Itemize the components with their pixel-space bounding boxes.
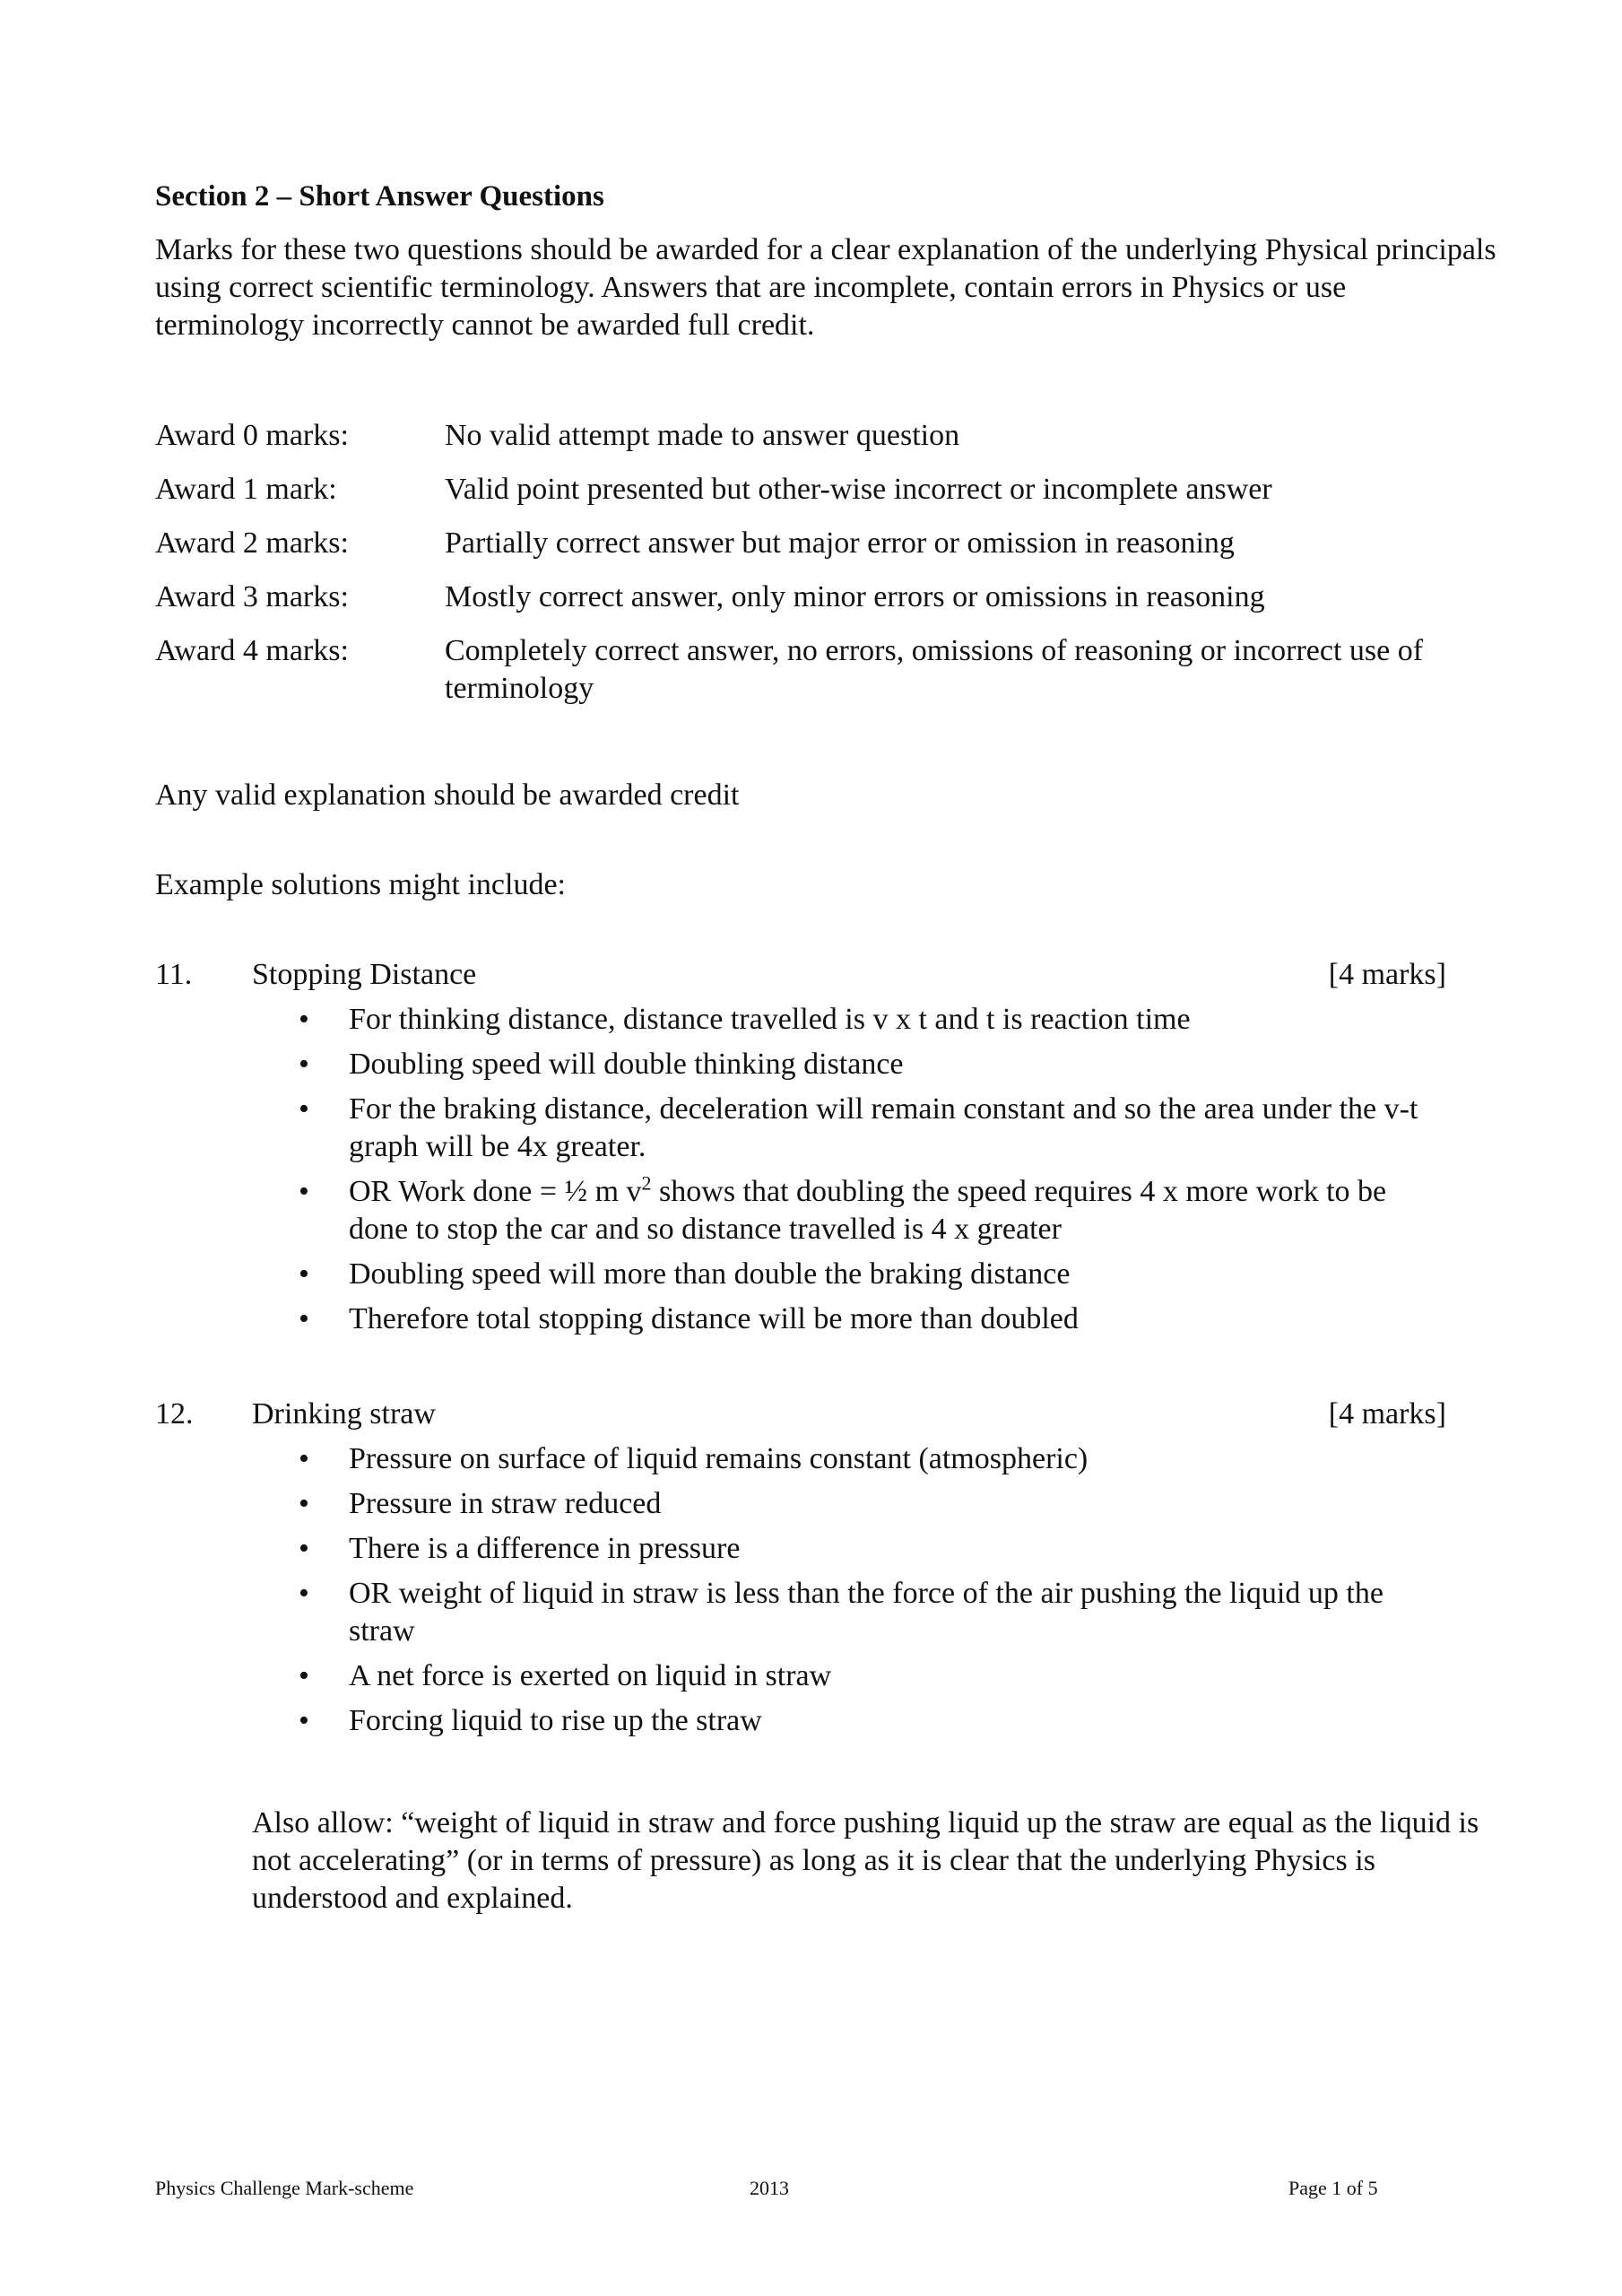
answer-point: • For the braking distance, deceleration will remain constant and so the area under the v-t graph will be 4x greater. — [299, 1092, 1418, 1163]
rubric-label: Award 2 marks: — [155, 526, 349, 560]
answer-point: • For thinking distance, distance travelled is v x t and t is reaction time — [349, 1001, 1446, 1039]
bullet-icon: • — [299, 1659, 309, 1692]
bullet-icon: • — [299, 1704, 309, 1737]
answer-point: • Forcing liquid to rise up the straw — [349, 1702, 1446, 1740]
rubric-label: Award 0 marks: — [155, 419, 349, 452]
question-title: Drinking straw — [252, 1397, 436, 1431]
bullet-icon: • — [299, 1442, 309, 1475]
question-header — [155, 1396, 1446, 1433]
footer-page-number: Page 1 of 5 — [1288, 2177, 1378, 2199]
bullet-icon: • — [299, 1175, 309, 1208]
answer-point: • Doubling speed will more than double the braking distance — [349, 1256, 1446, 1293]
bullet-icon: • — [299, 1257, 309, 1291]
rubric-row — [155, 525, 1500, 562]
answer-point: • There is a difference in pressure — [349, 1530, 1446, 1568]
footer-title: Physics Challenge Mark-scheme — [155, 2177, 414, 2199]
question-marks: [4 marks] — [1328, 1397, 1446, 1431]
bullet-icon: • — [299, 1577, 309, 1610]
marking-rubric — [155, 417, 1500, 724]
bullet-icon: • — [299, 1092, 309, 1126]
rubric-row — [155, 417, 1500, 455]
answer-point: • OR weight of liquid in straw is less than the force of the air pushing the liquid up the straw — [299, 1577, 1383, 1648]
question-number: 12. — [155, 1397, 194, 1431]
section-title: Section 2 – Short Answer Questions — [155, 180, 604, 213]
answer-point: • Doubling speed will double thinking distance — [349, 1046, 1446, 1083]
rubric-row — [155, 578, 1500, 616]
superscript: 2 — [641, 1171, 652, 1195]
question-header — [155, 956, 1446, 994]
answer-point: • Pressure in straw reduced — [349, 1485, 1446, 1523]
rubric-label: Award 3 marks: — [155, 580, 349, 613]
footer-year: 2013 — [750, 2177, 789, 2199]
also-allow-note: Also allow: “weight of liquid in straw and force pushing liquid up the straw are equal as the liquid is not accelerating” (or in terms of pressure) as long as it is clear that the underlying Physics is understood and explained. — [252, 1806, 1479, 1915]
rubric-description: No valid attempt made to answer question — [445, 419, 960, 452]
rubric-description: Mostly correct answer, only minor errors or omissions in reasoning — [445, 580, 1265, 613]
question-11 — [155, 956, 1446, 1345]
examples-intro: Example solutions might include: — [155, 868, 567, 901]
answer-point: • Therefore total stopping distance will be more than doubled — [349, 1300, 1446, 1338]
rubric-description: Valid point presented but other-wise incorrect or incomplete answer — [445, 473, 1272, 506]
bullet-icon: • — [299, 1003, 309, 1036]
rubric-description: Partially correct answer but major error or omission in reasoning — [445, 526, 1235, 560]
answer-point: • Pressure on surface of liquid remains constant (atmospheric) — [349, 1440, 1446, 1478]
question-number: 11. — [155, 958, 193, 991]
rubric-label: Award 1 mark: — [155, 473, 337, 506]
bullet-icon: • — [299, 1302, 309, 1335]
rubric-label: Award 4 marks: — [155, 634, 349, 667]
rubric-row — [155, 471, 1500, 509]
bullet-icon: • — [299, 1532, 309, 1565]
section-intro: Marks for these two questions should be awarded for a clear explanation of the underlying Physical principals using correct scientific terminology. Answers that are incomplete, contain errors in Physics or use terminology incorrectly cannot be awarded full credit. — [155, 233, 1496, 342]
rubric-row — [155, 632, 1500, 708]
rubric-description: Completely correct answer, no errors, omissions of reasoning or incorrect use of terminology — [445, 634, 1424, 705]
answer-points — [155, 1001, 1446, 1338]
answer-points — [155, 1440, 1446, 1740]
bullet-icon: • — [299, 1487, 309, 1520]
question-12 — [155, 1396, 1446, 1747]
bullet-icon: • — [299, 1048, 309, 1081]
question-marks: [4 marks] — [1328, 958, 1446, 991]
answer-point: • A net force is exerted on liquid in straw — [349, 1657, 1446, 1695]
question-title: Stopping Distance — [252, 958, 477, 991]
answer-point: • OR Work done = ½ m $v^2$ shows that doubling the speed requires 4 x more work to be done to stop the car and so distance travelled is 4 x greater — [299, 1171, 1387, 1246]
valid-explanation-note: Any valid explanation should be awarded credit — [155, 778, 740, 812]
